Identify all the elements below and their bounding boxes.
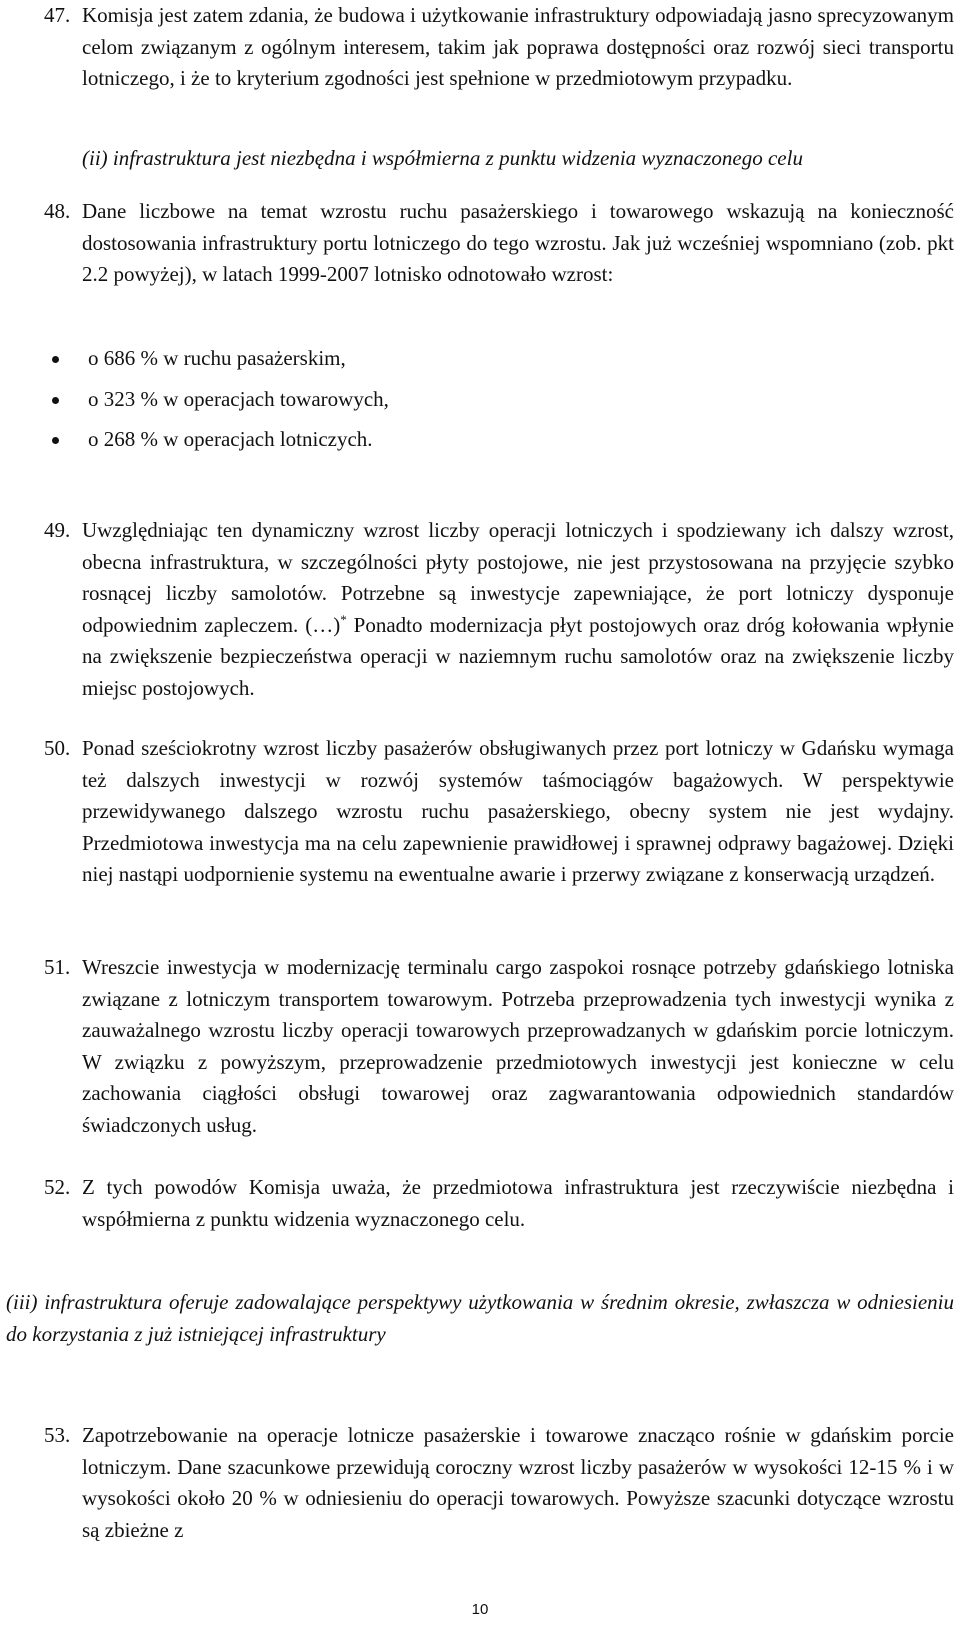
paragraph-number: 52. (44, 1175, 71, 1199)
section-heading-ii: (ii) infrastruktura jest niezbędna i współmierna z punktu widzenia wyznaczonego celu (82, 146, 803, 170)
paragraph-49 (44, 515, 954, 704)
list-item (52, 384, 932, 415)
paragraph-text: Z tych powodów Komisja uważa, że przedmiotowa infrastruktura jest rzeczywiście niezbędna i współmierna z punktu widzenia wyznaczonego celu. (82, 1175, 954, 1231)
paragraph-number: 47. (44, 3, 71, 27)
list-item (52, 424, 932, 455)
list-item-text: o 686 % w ruchu pasażerskim, (88, 346, 346, 370)
paragraph-number: 49. (44, 518, 71, 542)
paragraph-text-part: Ponadto modernizacja płyt postojowych oraz dróg kołowania wpłynie na zwiększenie bezpieczeństwa operacji w naziemnym ruchu samolotów oraz na zwiększenie liczby miejsc postojowych. (82, 612, 954, 700)
paragraph-text: Komisja jest zatem zdania, że budowa i użytkowanie infrastruktury odpowiadają jasno sprecyzowanym celom związanym z ogólnym interesem, takim jak poprawa dostępności oraz rozwój sieci transportu lotniczego, i że to kryterium zgodności jest spełnione w przedmiotowym przypadku. (82, 3, 954, 90)
paragraph-text (82, 515, 954, 704)
list-item-text: o 268 % w operacjach lotniczych. (88, 427, 373, 451)
paragraph-number: 53. (44, 1423, 71, 1447)
paragraph-53 (44, 1420, 954, 1546)
paragraph-text: Dane liczbowe na temat wzrostu ruchu pasażerskiego i towarowego wskazują na konieczność dostosowania infrastruktury portu lotniczego do tego wzrostu. Jak już wcześniej wspomniano (zob. pkt 2.2 powyżej), w latach 1999-2007 lotnisko odnotowało wzrost: (82, 199, 954, 286)
paragraph-47 (44, 0, 954, 95)
paragraph-number: 51. (44, 955, 71, 979)
paragraph-52 (44, 1172, 954, 1235)
paragraph-text: Zapotrzebowanie na operacje lotnicze pasażerskie i towarowe znacząco rośnie w gdańskim porcie lotniczym. Dane szacunkowe przewidują coroczny wzrost liczby pasażerów w wysokości 12-15 % i w wysokości około 20 % w odniesieniu do operacji towarowych. Powyższe szacunki dotyczące wzrostu są zbieżne z (82, 1423, 954, 1542)
paragraph-text-part: Uwzględniając ten dynamiczny wzrost liczby operacji lotniczych i spodziewany ich dalszy wzrost, obecna infrastruktura, w szczególności płyty postojowe, nie jest przystosowana na przyjęcie szybko rosnącej liczby samolotów. Potrzebne są inwestycje zapewniające, że port lotniczy dysponuje odpowiednim zapleczem. (…) (82, 518, 954, 637)
list-item-text: o 323 % w operacjach towarowych, (88, 386, 389, 411)
paragraph-50 (44, 733, 954, 891)
bullet-icon (52, 397, 59, 404)
bullet-icon (52, 356, 59, 363)
footnote-marker[interactable]: * (340, 611, 347, 627)
paragraph-text: Wreszcie inwestycja w modernizację terminalu cargo zaspokoi rosnące potrzeby gdańskiego lotniska związane z lotniczym transportem towarowym. Potrzeba przeprowadzenia tych inwestycji wynika z zauważalnego wzrostu liczby operacji towarowych przeprowadzanych w gdańskim porcie lotniczym. W związku z powyższym, przeprowadzenie przedmiotowych inwestycji jest konieczne w celu zachowania ciągłości obsługi towarowej oraz zagwarantowania odpowiednich standardów świadczonych usług. (82, 955, 954, 1137)
section-heading-iii: (iii) infrastruktura oferuje zadowalające perspektywy użytkowania w średnim okresie, zwłaszcza w odniesieniu do korzystania z już istniejącej infrastruktury (6, 1290, 954, 1346)
paragraph-number: 48. (44, 199, 71, 223)
growth-bullet-list (52, 343, 932, 465)
bullet-icon (52, 437, 59, 444)
paragraph-number: 50. (44, 736, 71, 760)
paragraph-text: Ponad sześciokrotny wzrost liczby pasażerów obsługiwanych przez port lotniczy w Gdańsku wymaga też dalszych inwestycji w rozwój systemów taśmociągów bagażowych. W perspektywie przewidywanego dalszego wzrostu ruchu pasażerskiego, obecny system nie jest wydajny. Przedmiotowa inwestycja ma na celu zapewnienie prawidłowej i sprawnej odprawy bagażowej. Dzięki niej nastąpi uodpornienie systemu na ewentualne awarie i przerwy związane z konserwacją urządzeń. (82, 736, 954, 886)
paragraph-51 (44, 952, 954, 1141)
page-number: 10 (471, 1601, 489, 1618)
paragraph-48 (44, 196, 954, 291)
list-item (52, 343, 932, 374)
